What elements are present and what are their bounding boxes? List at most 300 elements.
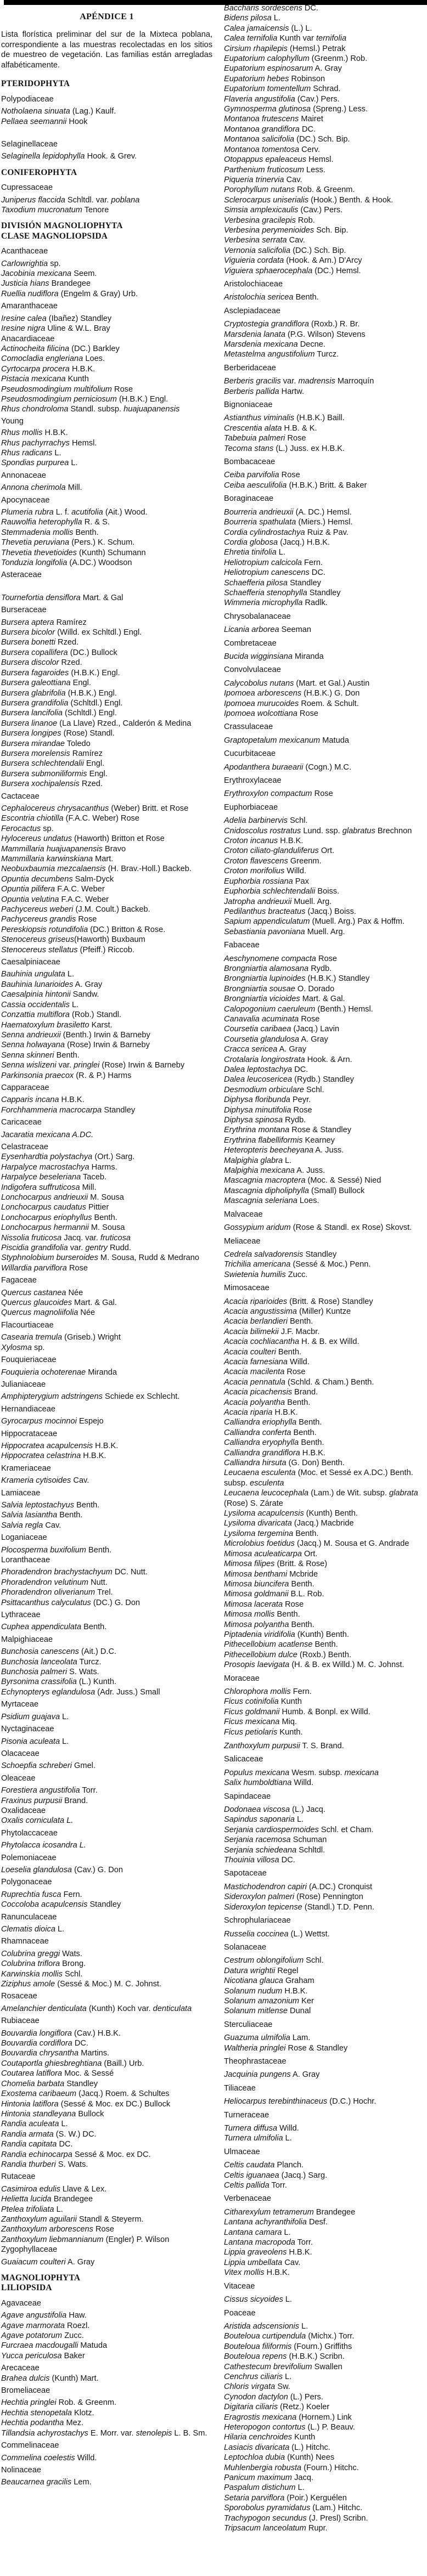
- species-line: Conzattia multiflora (Rob.) Standl.: [1, 1010, 122, 1020]
- species-line: Acacia farnesiana Willd.: [224, 1357, 310, 1366]
- species-line: Bursera bicolor (Willd. ex Schltdl.) Engl.: [1, 628, 142, 637]
- species-line: Canavalia acuminata Rose: [224, 1014, 320, 1024]
- species-line: Salvia lasiantha Benth.: [1, 1511, 83, 1520]
- species-line: Coursetia caribaea (Jacq.) Lavin: [224, 1025, 340, 1034]
- species-line: Cenchrus ciliaris L.: [224, 2372, 292, 2381]
- species-line: Coutarea latiflora Moc. & Sessé: [1, 2069, 114, 2078]
- species-line: Lantana camara L.: [224, 2228, 291, 2237]
- species-line: Cirsium rhapilepis (Hemsl.) Petrak: [224, 44, 346, 53]
- species-line: Parthenium fruticosum Less.: [224, 165, 325, 174]
- species-line: Acacia riparioides (Britt. & Rose) Standley: [224, 1297, 373, 1306]
- species-line: Bouteloua filiformis (Fourn.) Griffiths: [224, 2342, 352, 2351]
- species-line: Zanthoxylum arborescens Rose: [1, 2225, 115, 2234]
- family-heading: Cucurbitaceae: [224, 749, 276, 759]
- family-heading: Hernandiaceae: [1, 1404, 55, 1414]
- species-line: Phoradendron oliverianum Trel.: [1, 1588, 113, 1597]
- family-heading: Commelinaceae: [1, 2441, 59, 2450]
- species-line: Muhlenbergia robusta (Fourn.) Hitchc.: [224, 2463, 359, 2472]
- species-line: Calliandra hirsuta (G. Don) Benth.: [224, 1459, 345, 1468]
- family-heading: Crassulaceae: [224, 722, 273, 732]
- species-line: Acacia angustissima (Miller) Kuntze: [224, 1307, 351, 1316]
- family-heading: Anacardiaceae: [1, 334, 55, 343]
- family-heading: Bromeliaceae: [1, 2386, 50, 2396]
- family-heading: Solanaceae: [224, 1942, 267, 1952]
- species-line: Cuphea appendiculata Benth.: [1, 1623, 107, 1632]
- family-heading: Boraginaceae: [224, 494, 274, 504]
- species-line: Vernonia salicifolia (DC.) Sch. Bip.: [224, 246, 346, 255]
- species-line: Bursera grandifolia (Schltdl.) Engl.: [1, 698, 123, 708]
- species-line: Ipomoea arborescens (H.B.K.) G. Don: [224, 689, 360, 698]
- species-line: Verbesina perymenioides Sch. Bip.: [224, 225, 349, 235]
- family-heading: Loganiaceae: [1, 1533, 47, 1543]
- species-line: Annona cherimola Mill.: [1, 483, 82, 493]
- species-line: Calliandra eriophylla Benth.: [224, 1418, 322, 1427]
- species-line: Sporobolus pyramidatus (Lam.) Hitchc.: [224, 2504, 363, 2513]
- species-line: Hechtia pringlei Rob. & Greenm.: [1, 2398, 117, 2408]
- species-line: Mastichodendron capiri (A.DC.) Cronquist: [224, 1882, 373, 1891]
- species-line: Iresine calea (Ibañez) Standley: [1, 314, 112, 323]
- species-line: Pseudosmodingium perniciosum (H.B.K.) Engl.: [1, 394, 168, 404]
- species-line: Carlowrightia sp.: [1, 259, 61, 268]
- species-line: Bursera galeottiana Engl.: [1, 679, 91, 688]
- species-line: Spondias purpurea L.: [1, 459, 78, 468]
- family-heading: Julianiaceae: [1, 1380, 46, 1389]
- species-line: Pithecellobium dulce (Roxb.) Benth.: [224, 1650, 352, 1659]
- species-line: Mammillaria huajuapanensis Bravo: [1, 844, 126, 854]
- species-line: Schaefferia pilosa Standley: [224, 578, 321, 587]
- species-line: Leucaena leucocephala (Lam.) de Wit. subsp. glabrata: [224, 1489, 418, 1498]
- species-line: Trachypogon secundus (J. Presl) Scribn.: [224, 2513, 368, 2523]
- species-line: Lysiloma divaricata (Jacq.) Macbride: [224, 1519, 354, 1528]
- species-line: Thevetia thevetioides (Kunth) Schumann: [1, 548, 146, 557]
- species-line: subsp. esculenta: [224, 1478, 284, 1488]
- division-heading: CONIFEROPHYTA: [1, 167, 77, 177]
- species-line: Amphipterygium adstringens Schiede ex Schlecht.: [1, 1392, 180, 1402]
- species-line: Byrsonima crassifolia (L.) Kunth.: [1, 1677, 117, 1687]
- species-line: Heliotropium canescens DC.: [224, 568, 325, 578]
- species-line: Forchhammeria macrocarpa Standley: [1, 1105, 136, 1115]
- species-line: Acacia cochliacantha H. & B. ex Willd.: [224, 1337, 359, 1347]
- species-line: Apodanthera buraearii (Cogn.) M.C.: [224, 762, 351, 772]
- species-line: Bursera linanoe (La Llave) Rzed., Calderón & Medina: [1, 719, 192, 728]
- species-line: Brahea dulcis (Kunth) Mart.: [1, 2374, 99, 2383]
- species-line: Lysiloma tergemina Benth.: [224, 1529, 319, 1538]
- species-line: Verbesina gracilepis Rob.: [224, 216, 315, 225]
- species-line: Colubrina triflora Brong.: [1, 1959, 86, 1969]
- species-line: Zanthoxylum aguilarii Standl & Steyerm.: [1, 2215, 144, 2224]
- species-line: Guazuma ulmifolia Lam.: [224, 2033, 311, 2043]
- division-heading: MAGNOLIOPHYTA: [1, 2273, 81, 2283]
- species-line: Crotalaria longirostrata Hook. & Arn.: [224, 1055, 352, 1064]
- species-line: Justicia hians Brandegee: [1, 279, 91, 289]
- species-line: Citharexylum tetramerum Brandegee: [224, 2207, 356, 2217]
- family-heading: Flacourtiaceae: [1, 1320, 54, 1330]
- species-line: Willardia parviflora Rose: [1, 1263, 88, 1273]
- family-heading: Tiliaceae: [224, 2083, 256, 2093]
- family-heading: Asclepiadaceae: [224, 306, 281, 315]
- family-heading: Verbenaceae: [224, 2194, 272, 2204]
- species-line: Bouteloua curtipendula (Michx.) Torr.: [224, 2332, 355, 2341]
- species-line: Iresine nigra Uline & W.L. Bray: [1, 324, 110, 334]
- species-line: Calea ternifolia Kunth var ternifolia: [224, 34, 347, 43]
- species-line: Mascagnia macroptera (Moc. & Sessé) Nied: [224, 1176, 381, 1185]
- species-line: Actinocheita filicina (DC.) Barkley: [1, 344, 120, 353]
- species-line: Bauhinia lunarioides A. Gray: [1, 980, 103, 989]
- family-heading: Acanthaceae: [1, 247, 48, 256]
- species-line: Leucaena esculenta (Moc. et Sessé ex A.DC.) Benth.: [224, 1468, 413, 1478]
- species-line: Acacia pennatula (Schld. & Cham.) Benth.: [224, 1377, 374, 1387]
- family-heading: Celastraceae: [1, 1142, 48, 1151]
- species-line: Tecoma stans (L.) Juss. ex H.B.K.: [224, 444, 345, 453]
- species-line: Hilaria cenchroides Kunth: [224, 2433, 316, 2442]
- species-line: Psittacanthus calyculatus (DC.) G. Don: [1, 1598, 141, 1607]
- species-line: Selaginella lepidophylla Hook. & Grev.: [1, 152, 137, 161]
- species-line: Lantana macropoda Torr.: [224, 2238, 313, 2247]
- species-line: Krameria cytisoides Cav.: [1, 1476, 89, 1485]
- species-line: Ficus goldmanii Humb. & Bonpl. ex Willd.: [224, 1707, 370, 1716]
- family-heading: Krameriaceae: [1, 1464, 51, 1473]
- species-line: Agave marmorata Roezl.: [1, 2321, 90, 2330]
- species-line: Mimosa goldmanii B.L. Rob.: [224, 1590, 324, 1599]
- species-line: Notholaena sinuata (Lag.) Kaulf.: [1, 107, 116, 116]
- species-line: Calycobolus nutans (Mart. et Gal.) Austin: [224, 679, 370, 688]
- species-line: Eupatorium hebes Robinson: [224, 74, 325, 83]
- species-line: Diphysa floribunda Peyr.: [224, 1095, 311, 1105]
- species-line: Cassia occidentalis L.: [1, 1000, 79, 1009]
- family-heading: Euphorbiaceae: [224, 803, 278, 812]
- species-line: Commelina coelestis Willd.: [1, 2453, 97, 2462]
- family-heading: Mimosaceae: [224, 1284, 269, 1293]
- family-heading: Rubiaceae: [1, 2016, 40, 2026]
- species-line: Plocosperma buxifolium Benth.: [1, 1545, 112, 1555]
- species-line: Malpighia glabra L.: [224, 1156, 292, 1165]
- species-line: Gossypium aridum (Rose & Standl. ex Rose) Skovst.: [224, 1223, 412, 1233]
- species-line: Cissus sicyoides L.: [224, 2295, 293, 2304]
- species-line: Sapindus saponaria L.: [224, 1815, 304, 1824]
- species-line: Montanoa salicifolia (DC.) Sch. Bip.: [224, 135, 350, 144]
- species-line: Ferocactus sp.: [1, 824, 54, 833]
- family-heading: Ulmaceae: [224, 2147, 260, 2156]
- species-line: Rauwolfia heterophylla R. & S.: [1, 518, 110, 527]
- species-line: Bursera glabrifolia (H.B.K.) Engl.: [1, 688, 117, 698]
- species-line: Ceiba parvifolia Rose: [224, 471, 300, 480]
- species-line: Phoradendron velutinum Nutt.: [1, 1578, 108, 1587]
- species-line: Senna andrieuxii (Benth.) Irwin & Barneby: [1, 1030, 150, 1040]
- species-line: Furcraea macdougalli Matuda: [1, 2341, 108, 2351]
- family-heading: Apocynaceae: [1, 495, 50, 505]
- species-line: Sapium appendiculatum (Muell. Arg.) Pax & Hoffm.: [224, 917, 405, 927]
- species-line: Jacobinia mexicana Seem.: [1, 269, 97, 279]
- species-line: Flaveria angustifolia (Cav.) Pers.: [224, 94, 340, 104]
- species-line: Parkinsonia praecox (R. & P.) Harms: [1, 1071, 132, 1080]
- species-line: Pseudosmodingium multifolium Rose: [1, 385, 133, 394]
- species-line: Diphysa minutifolia Rose: [224, 1105, 312, 1115]
- species-line: Psidium guajava L.: [1, 1712, 69, 1721]
- species-line: Ruprechtia fusca Fern.: [1, 1890, 82, 1899]
- species-line: Opuntia decumbens Salm-Dyck: [1, 874, 114, 884]
- species-line: Desmodium orbiculare Schl.: [224, 1085, 324, 1094]
- species-line: Bursera fagaroides (H.B.K.) Engl.: [1, 668, 120, 677]
- species-line: Croton morifolius Willd.: [224, 867, 307, 876]
- appendix-title: APÉNDICE 1: [80, 12, 134, 21]
- species-line: Euphorbia schlechtendalii Boiss.: [224, 887, 340, 896]
- species-line: Mascagnia seleriana Loes.: [224, 1196, 319, 1206]
- species-line: Phytolacca icosandra L.: [1, 1841, 86, 1850]
- species-line: Casearia tremula (Griseb.) Wright: [1, 1333, 121, 1342]
- species-line: Baccharis sordescens DC.: [224, 4, 318, 13]
- species-line: Ziziphus amole (Sessé & Moc.) M. C. Johnst.: [1, 1980, 161, 1989]
- species-line: Croton ciliato-glanduliferus Ort.: [224, 846, 335, 856]
- family-heading: Bombacaceae: [224, 457, 276, 467]
- species-line: Brongniartia lupinoides (H.B.K.) Standley: [224, 974, 370, 984]
- family-heading: Lamiaceae: [1, 1488, 41, 1498]
- blank-line: [1, 127, 212, 137]
- species-line: Ficus cotinifolia Kunth: [224, 1697, 302, 1707]
- family-heading: Sapindaceae: [224, 1792, 271, 1801]
- species-line: Wimmeria microphylla Radlk.: [224, 598, 328, 608]
- species-line: Hechtia podantha Mez.: [1, 2419, 84, 2428]
- species-line: Dalea leptostachya DC.: [224, 1065, 308, 1074]
- species-line: Chomelia barbata Standley: [1, 2079, 98, 2088]
- species-line: Heteropteris beecheyana A. Juss.: [224, 1146, 344, 1155]
- species-line: Mimosa lacerata Rose: [224, 1600, 304, 1609]
- species-line: Sclerocarpus uniserialis (Hook.) Benth. & Hook.: [224, 195, 394, 205]
- species-line: Piptadenia viridifolia (Kunth) Benth.: [224, 1630, 349, 1639]
- species-line: Bursera morelensis Ramírez: [1, 749, 103, 758]
- species-line: Hylocereus undatus (Haworth) Britton et Rose: [1, 834, 165, 844]
- species-line: Cnidoscolus rostratus Lund. ssp. glabratus Brechnon: [224, 826, 412, 835]
- family-heading: Agavaceae: [1, 2298, 42, 2308]
- species-line: Russelia coccinea (L.) Wettst.: [224, 1929, 330, 1939]
- species-line: Salvia leptostachyus Benth.: [1, 1500, 100, 1510]
- species-line: Waltheria pringlei Rose & Standley: [224, 2043, 348, 2053]
- species-line: Astianthus viminalis (H.B.K.) Baill.: [224, 414, 345, 423]
- species-line: Bursera copallifera (DC.) Bullock: [1, 648, 117, 657]
- family-heading: Burseraceae: [1, 606, 47, 615]
- species-line: Quercus glaucoides Mart. & Gal.: [1, 1298, 117, 1308]
- species-line: Fraxinus purpusii Brand.: [1, 1796, 88, 1805]
- species-line: Aristida adscensionis L.: [224, 2321, 308, 2331]
- species-line: Rhus chondroloma Standl. subsp. huajuapanensis: [1, 405, 180, 414]
- species-line: Nicotiana glauca Graham: [224, 1976, 314, 1986]
- species-line: Quercus magnoliifolia Née: [1, 1308, 95, 1318]
- family-heading: Chrysobalanaceae: [224, 612, 291, 621]
- species-line: Schaefferia stenophylla Standley: [224, 588, 341, 597]
- species-line: Tonduzia longifolia (A.DC.) Woodson: [1, 558, 132, 568]
- species-line: Agave potatorum Zucc.: [1, 2331, 84, 2341]
- species-line: Calopogonium caeruleum (Benth.) Hemsl.: [224, 1004, 373, 1014]
- species-line: Bursera discolor Rzed.: [1, 658, 82, 668]
- right-column-list: [224, 3, 427, 2533]
- species-line: Lonchocarpus andrieuxii M. Sousa: [1, 1193, 124, 1202]
- family-heading: Ranunculaceae: [1, 1912, 57, 1922]
- family-heading: Erythroxylaceae: [224, 776, 282, 786]
- family-heading: Cupressaceae: [1, 183, 53, 193]
- species-line: Pachycereus weberi (J.M. Coult.) Backeb.: [1, 905, 150, 914]
- species-line: Solanum nudum H.B.K.: [224, 1986, 308, 1996]
- division-heading: CLASE MAGNOLIOPSIDA: [1, 231, 108, 241]
- species-line: Sideroxylon tepicense (Standl.) T.D. Penn.: [224, 1902, 374, 1912]
- species-line: Colubrina greggi Wats.: [1, 1949, 82, 1958]
- species-line: Populus mexicana Wesm. subsp. mexicana: [224, 1768, 379, 1777]
- species-line: Acacia bilimekii J.F. Macbr.: [224, 1327, 320, 1336]
- species-line: Mimosa mollis Benth.: [224, 1610, 300, 1619]
- species-line: Lippia graveolens H.B.K.: [224, 2248, 312, 2257]
- species-line: Bursera bonetti Rzed.: [1, 638, 79, 647]
- species-line: Digitaria ciliaris (Retz.) Koeler: [224, 2403, 330, 2412]
- species-line: Diphysa spinosa Rydb.: [224, 1116, 306, 1125]
- species-line: Mimosa biuncifera Benth.: [224, 1579, 314, 1589]
- family-heading: Poaceae: [224, 2308, 256, 2318]
- species-line: Lysiloma acapulcensis (Kunth) Benth.: [224, 1509, 358, 1518]
- species-line: Acacia picachensis Brand.: [224, 1388, 318, 1397]
- species-line: Randia capitata DC.: [1, 2140, 73, 2149]
- species-line: Exostema caribaeum (Jacq.) Roem. & Schultes: [1, 2089, 170, 2099]
- species-line: Phoradendron brachystachyum DC. Nutt.: [1, 1568, 148, 1577]
- species-line: Tabebuia palmeri Rose: [224, 434, 306, 443]
- species-line: Bursera aptera Ramírez: [1, 618, 87, 627]
- species-line: Amelanchier denticulata (Kunth) Koch var. denticulata: [1, 2004, 192, 2013]
- family-heading: Arecaceae: [1, 2364, 40, 2373]
- species-line: Lonchocarpus eriophyllus Benth.: [1, 1213, 117, 1222]
- species-line: Salvia regla Cav.: [1, 1521, 61, 1530]
- species-line: Croton incanus H.B.K.: [224, 837, 304, 846]
- species-line: Forestiera angustifolia Torr.: [1, 1786, 98, 1795]
- family-heading: Polemoniaceae: [1, 1853, 57, 1862]
- species-line: Celtis caudata Planch.: [224, 2161, 304, 2170]
- species-line: Cestrum oblongifolium Schl.: [224, 1956, 324, 1965]
- species-line: Comocladia engleriana Loes.: [1, 354, 105, 364]
- species-line: Montanoa grandiflora DC.: [224, 125, 316, 134]
- species-line: Cordia globosa (Jacq.) H.B.K.: [224, 538, 330, 547]
- species-line: Thouinia villosa DC.: [224, 1856, 295, 1865]
- species-line: Senna wislizeni var. pringlei (Rose) Irwin & Barneby: [1, 1061, 185, 1070]
- species-line: Pisonia aculeata L.: [1, 1737, 69, 1746]
- species-line: Stenocereus griseus(Haworth) Buxbaum: [1, 935, 145, 945]
- family-heading: Asteraceae: [1, 570, 42, 580]
- species-line: Simsia amplexicaulis (Cav.) Pers.: [224, 206, 343, 215]
- species-line: Solanum mitlense Dunal: [224, 2007, 311, 2016]
- species-line: Cryptostegia grandiflora (Roxb.) R. Br.: [224, 320, 360, 329]
- species-line: Turnera diffusa Willd.: [224, 2124, 299, 2133]
- species-line: Aristolochia sericea Benth.: [224, 293, 319, 302]
- species-line: Cracca sericea A. Gray: [224, 1045, 307, 1054]
- species-line: Mimosa benthami Mcbride: [224, 1569, 318, 1579]
- species-line: Hippocratea acapulcensis H.B.K.: [1, 1441, 119, 1450]
- family-heading: Lythraceae: [1, 1611, 41, 1620]
- species-line: Caesalpinia hintonii Sandw.: [1, 990, 99, 999]
- left-column: [1, 8, 212, 2488]
- species-line: Echynopterys eglandulosa (Adr. Juss.) Small: [1, 1687, 160, 1697]
- species-line: Yucca periculosa Baker: [1, 2351, 85, 2360]
- species-line: Thevetia peruviana (Pers.) K. Schum.: [1, 538, 135, 547]
- species-line: Bouvardia cordiflora DC.: [1, 2039, 88, 2048]
- species-line: Clematis dioica L.: [1, 1925, 65, 1934]
- species-line: Opuntia velutina F.A.C. Weber: [1, 895, 109, 904]
- species-line: Gymnosperma glutinosa (Spreng.) Less.: [224, 105, 368, 114]
- species-line: Piqueria trinervia Cav.: [224, 175, 302, 184]
- species-line: Cyrtocarpa procera H.B.K.: [1, 364, 95, 374]
- species-line: Zanthoxylum purpusii T. S. Brand.: [224, 1742, 344, 1750]
- family-heading: Olacaceae: [1, 1749, 40, 1758]
- species-line: Randia thurberi S. Wats.: [1, 2160, 88, 2169]
- species-line: Nissolia fruticosa Jacq. var. fruticosa: [1, 1233, 131, 1242]
- species-line: Hintonia latiflora (Sessé & Moc. ex DC.) Bullock: [1, 2099, 171, 2109]
- species-line: Sebastiania pavoniana Muell. Arg.: [224, 927, 345, 936]
- species-line: Chlorophora mollis Fern.: [224, 1687, 312, 1696]
- species-line: Coccoloba acapulcensis Standley: [1, 1900, 121, 1910]
- species-line: Fouquieria ochoterenae Miranda: [1, 1368, 117, 1377]
- species-line: Hintonia standleyana Bullock: [1, 2109, 104, 2119]
- species-line: Senna skinneri Benth.: [1, 1050, 80, 1060]
- species-line: Lonchocarpus caudatus Pittier: [1, 1203, 109, 1212]
- species-line: Ipomoea murucoides Roem. & Schult.: [224, 699, 359, 708]
- species-line: Beaucarnea gracilis Lem.: [1, 2478, 92, 2487]
- species-line: Mimosa aculeaticarpa Ort.: [224, 1549, 318, 1558]
- species-line: Montanoa tomentosa Cerv.: [224, 145, 320, 154]
- family-heading: Meliaceae: [224, 1236, 261, 1246]
- species-line: Helietta lucida Brandegee: [1, 2195, 93, 2204]
- species-line: Berberis pallida Hartw.: [224, 387, 305, 396]
- family-heading: Aristolochiaceae: [224, 279, 283, 289]
- species-line: Adelia barbinervis Schl.: [224, 816, 308, 826]
- species-line: Erythroxylon compactum Rose: [224, 789, 333, 799]
- species-line: Jacaratia mexicana A.DC.: [1, 1130, 94, 1139]
- family-heading: Malvaceae: [224, 1210, 263, 1219]
- species-line: Pedilanthus bracteatus (Jacq.) Boiss.: [224, 907, 356, 916]
- species-line: Rhus radicans L.: [1, 448, 61, 457]
- family-heading: Hippocrataceae: [1, 1429, 58, 1438]
- species-line: Leptochloa dubia (Kunth) Nees: [224, 2453, 335, 2462]
- species-line: Vitex mollis H.B.K.: [224, 2268, 290, 2278]
- species-line: Bouvardia chrysantha Martins.: [1, 2049, 110, 2058]
- species-line: Bursera xochipalensis Rzed.: [1, 779, 103, 789]
- species-line: Ptelea trifoliata L.: [1, 2205, 63, 2214]
- division-heading: LILIOPSIDA: [1, 2283, 52, 2293]
- species-line: Piscidia grandifolia var. gentry Rudd.: [1, 1244, 131, 1253]
- species-line: Otopappus epaleaceus Hemsl.: [224, 155, 334, 165]
- species-line: Haematoxylum brasiletto Karst.: [1, 1020, 113, 1030]
- species-line: Lonchocarpus hermannii M. Sousa: [1, 1223, 125, 1233]
- species-line: Turnera ulmifolia L.: [224, 2134, 292, 2143]
- family-heading: Myrtaceae: [1, 1700, 39, 1709]
- species-line: Taxodium mucronatum Tenore: [1, 206, 109, 215]
- family-heading: Vitaceae: [224, 2281, 255, 2291]
- species-line: Ceiba aesculifolia (H.B.K.) Britt. & Baker: [224, 481, 367, 490]
- species-line: Xylosma sp.: [1, 1343, 45, 1352]
- left-column-list: [1, 79, 212, 2487]
- division-heading: DIVISIÓN MAGNOLIOPHYTA: [1, 221, 123, 231]
- species-line: Ipomoea wolcottiana Rose: [224, 709, 318, 718]
- species-line: Paspalum distichum L.: [224, 2483, 305, 2493]
- species-line: Crescentia alata H.B. & K.: [224, 423, 317, 433]
- family-heading: Zygophyllaceae: [1, 2245, 58, 2255]
- family-heading: Sterculiaceae: [224, 2020, 273, 2029]
- family-heading: Sapotaceae: [224, 1869, 267, 1878]
- species-line: Graptopetalum mexicanum Matuda: [224, 736, 349, 745]
- species-line: Ficus petiolaris Kunth.: [224, 1727, 303, 1737]
- species-line: Serjania schiedeana Schltdl.: [224, 1845, 325, 1855]
- species-line: Eragrostis mexicana (Hornem.) Link: [224, 2413, 352, 2422]
- species-line: Bursera lancifolia (Schltdl.) Engl.: [1, 709, 117, 718]
- species-line: Berberis gracilis var. madrensis Marroquín: [224, 377, 374, 386]
- species-line: Bidens pilosa L.: [224, 14, 281, 23]
- species-line: Coursetia glandulosa A. Gray: [224, 1035, 328, 1044]
- species-line: Escontria chiotilla (F.A.C. Weber) Rose: [1, 814, 139, 823]
- species-line: Eysenhardtia polystachya (Ort.) Sarg.: [1, 1153, 135, 1162]
- family-heading: Berberidaceae: [224, 363, 276, 372]
- species-line: Bursera schlechtendalii Engl.: [1, 759, 105, 769]
